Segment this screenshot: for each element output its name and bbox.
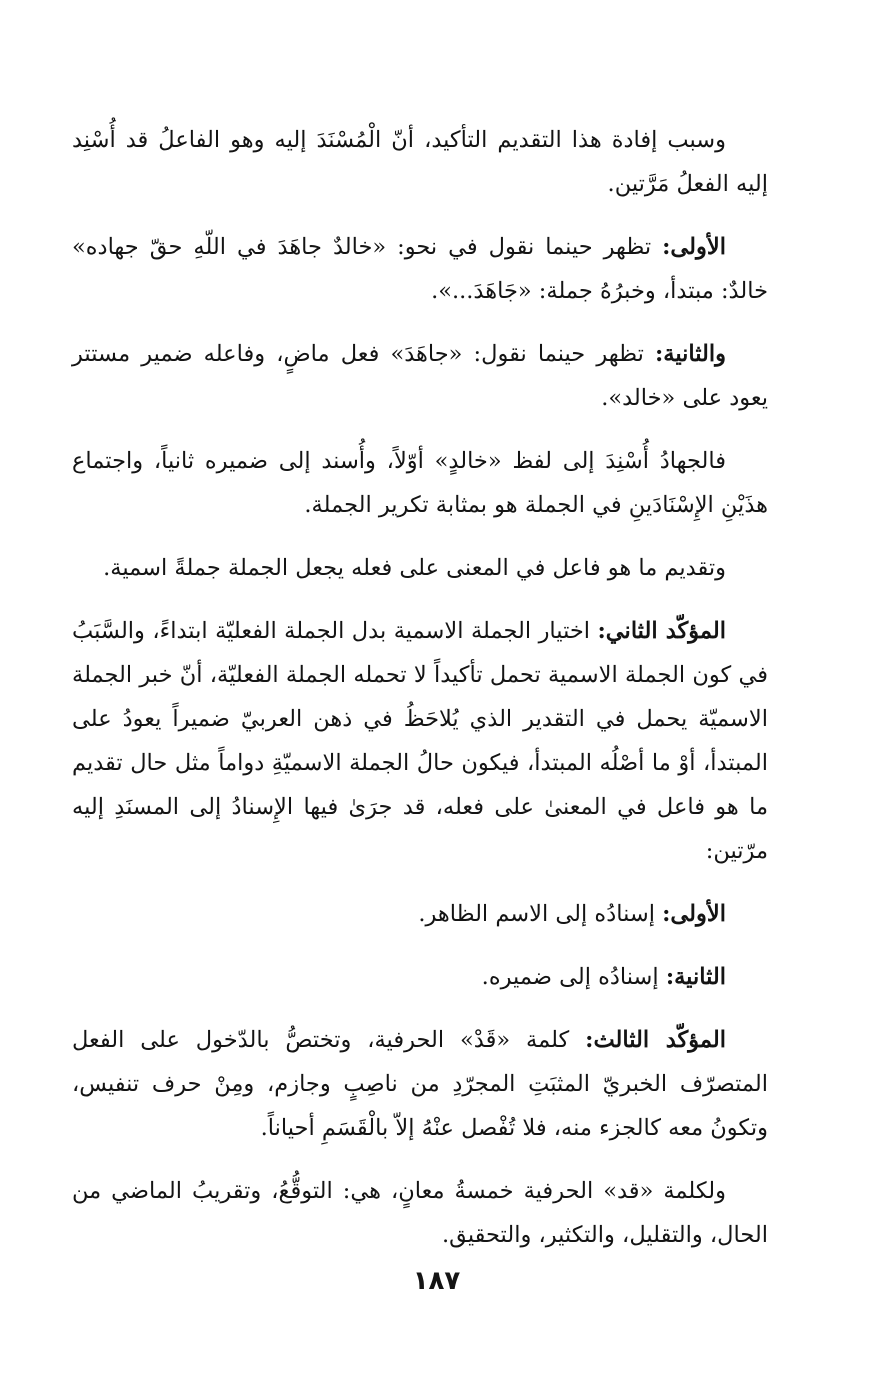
paragraph-second-isnad: [72, 955, 768, 999]
paragraph-first-case: [72, 225, 768, 313]
paragraph-lead: والثانية:: [654, 341, 726, 367]
paragraph-first-isnad: [72, 892, 768, 936]
paragraph-qad-meanings: [72, 1169, 768, 1257]
book-page-text: [72, 118, 768, 1276]
paragraph-third-emphasizer: [72, 1018, 768, 1150]
paragraph-lead: المؤكّد الثاني:: [597, 618, 726, 644]
paragraph-lead: المؤكّد الثالث:: [585, 1027, 726, 1053]
paragraph-lead: الثانية:: [665, 964, 726, 990]
paragraph-text: كلمة «قَدْ» الحرفية، وتختصُّ بالدّخول على الفعل المتصرّف الخبريّ المثبَتِ المجرّدِ من ناصِبٍ وجازم، ومِنْ حرف تنفيس، وتكونُ معه كالجزء منه، فلا تُفْصل عنْهُ إلاّ بالْقَسَمِ أحياناً.: [72, 1027, 768, 1141]
paragraph-text: تظهر حينما نقول: «جاهَدَ» فعل ماضٍ، وفاعله ضمير مستتر يعود على «خالد».: [72, 341, 768, 411]
paragraph-text: فالجهادُ أُسْنِدَ إلى لفظ «خالدٍ» أوّلاً، وأُسند إلى ضميره ثانياً، واجتماع هذَيْنِ الإِسْنَادَينِ في الجملة هو بمثابة تكرير الجملة.: [72, 448, 768, 518]
page-number: ١٨٧: [412, 1266, 461, 1296]
paragraph-text: تظهر حينما نقول في نحو: «خالدٌ جاهَدَ في اللّهِ حقّ جهاده» خالدٌ: مبتدأ، وخبرُهُ جملة: «جَاهَدَ...».: [72, 234, 768, 304]
paragraph-double-isnad: [72, 439, 768, 527]
paragraph-text: إسنادُه إلى الاسم الظاهر.: [418, 901, 663, 927]
paragraph-second-emphasizer: [72, 609, 768, 873]
paragraph-text: وسبب إفادة هذا التقديم التأكيد، أنّ الْمُسْنَدَ إليه وهو الفاعلُ قد أُسْنِد إليه الفعلُ مَرَّتين.: [72, 127, 768, 197]
paragraph-text: وتقديم ما هو فاعل في المعنى على فعله يجعل الجملة جملةً اسمية.: [103, 555, 726, 581]
paragraph-second-case: [72, 332, 768, 420]
paragraph-lead: الأولى:: [662, 234, 726, 260]
paragraph-text: إسنادُه إلى ضميره.: [481, 964, 666, 990]
paragraph-text: ولكلمة «قد» الحرفية خمسةُ معانٍ، هي: التوقُّعُ، وتقريبُ الماضي من الحال، والتقليل، والتكثير، والتحقيق.: [72, 1178, 768, 1248]
paragraph-nominal-sentence: [72, 546, 768, 590]
paragraph-emphasis-reason: [72, 118, 768, 206]
paragraph-lead: الأولى:: [662, 901, 726, 927]
paragraph-text: اختيار الجملة الاسمية بدل الجملة الفعليّة ابتداءً، والسَّبَبُ في كون الجملة الاسمية تحمل تأكيداً لا تحمله الجملة الفعليّة، أنّ خبر الجملة الاسميّة يحمل في التقدير الذي يُلاحَظُ في ذهن العربيّ ضميراً يعودُ على المبتدأ، أوْ ما أصْلُه المبتدأ، فيكون حالُ الجملة الاسميّةِ دواماً مثل حال تقديم ما هو فاعل في المعنىٰ على فعله، قد جرَىٰ فيها الإِسنادُ إلى المسنَدِ إليه مرّتين:: [72, 618, 768, 864]
